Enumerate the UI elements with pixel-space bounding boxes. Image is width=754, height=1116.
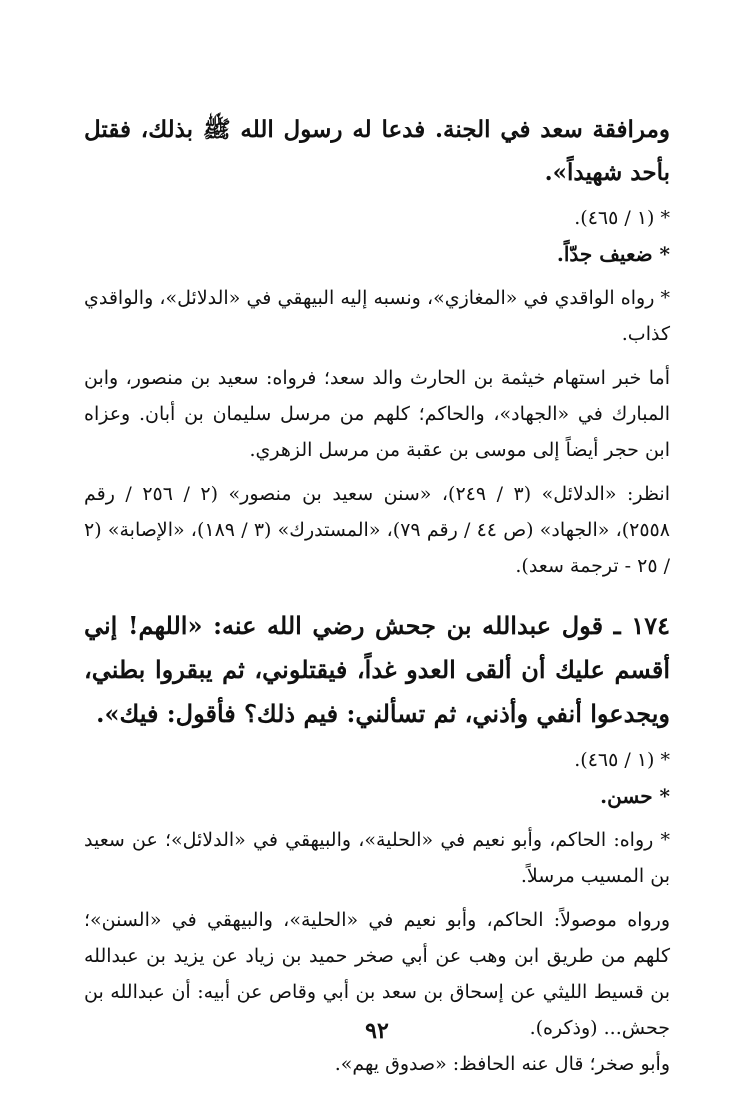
main-text-continuation: ومرافقة سعد في الجنة. فدعا له رسول الله ﷺ بذلك، فقتل بأحد شهيداً». — [84, 116, 670, 186]
commentary-paragraph: ورواه موصولاً: الحاكم، وأبو نعيم في «الحلية»، والبيهقي في «السنن»؛ كلهم من طريق ابن وهب عن أبي صخر حميد بن زياد عن يزيد بن عبدالله بن قسيط الليثي عن إسحاق بن سعد بن أبي وقاص عن أبيه: أن عبدالله بن جحش... (وذكره). — [84, 909, 670, 1039]
references-paragraph: انظر: «الدلائل» (٣ / ٢٤٩)، «سنن سعيد بن منصور» (٢ / ٢٥٦ / رقم ٢٥٥٨)، «الجهاد» (ص ٤٤ / رقم ٧٩)، «المستدرك» (٣ / ١٨٩)، «الإصابة» (٢ / ٢٥ - ترجمة سعد). — [84, 483, 670, 577]
reference-line: * (١ / ٤٦٥). — [574, 207, 670, 229]
commentary-paragraph: أما خبر استهام خيثمة بن الحارث والد سعد؛ فرواه: سعيد بن منصور، وابن المبارك في «الجهاد»، والحاكم؛ كلهم من مرسل سليمان بن أبان. وعزاه ابن حجر أيضاً إلى موسى بن عقبة من مرسل الزهري. — [84, 367, 670, 461]
source-note: * رواه الواقدي في «المغازي»، ونسبه إليه البيهقي في «الدلائل»، والواقدي كذاب. — [84, 287, 670, 345]
grade-line: * ضعيف جدّاً. — [556, 242, 670, 266]
source-note: * رواه: الحاكم، وأبو نعيم في «الحلية»، والبيهقي في «الدلائل»؛ عن سعيد بن المسيب مرسلاً. — [84, 829, 670, 887]
narrator-note: وأبو صخر؛ قال عنه الحافظ: «صدوق يهم». — [334, 1053, 670, 1075]
reference-line: * (١ / ٤٦٥). — [574, 749, 670, 771]
page-number: ٩٢ — [365, 1018, 389, 1044]
hadith-heading-174: ١٧٤ ـ قول عبدالله بن جحش رضي الله عنه: «اللهم! إني أقسم عليك أن ألقى العدو غداً، فيقتلوني، ثم يبقروا بطني، ويجدعوا أنفي وأذني، ثم تسألني: فيم ذلك؟ فأقول: فيك». — [84, 611, 671, 728]
grade-line: * حسن. — [600, 784, 670, 808]
